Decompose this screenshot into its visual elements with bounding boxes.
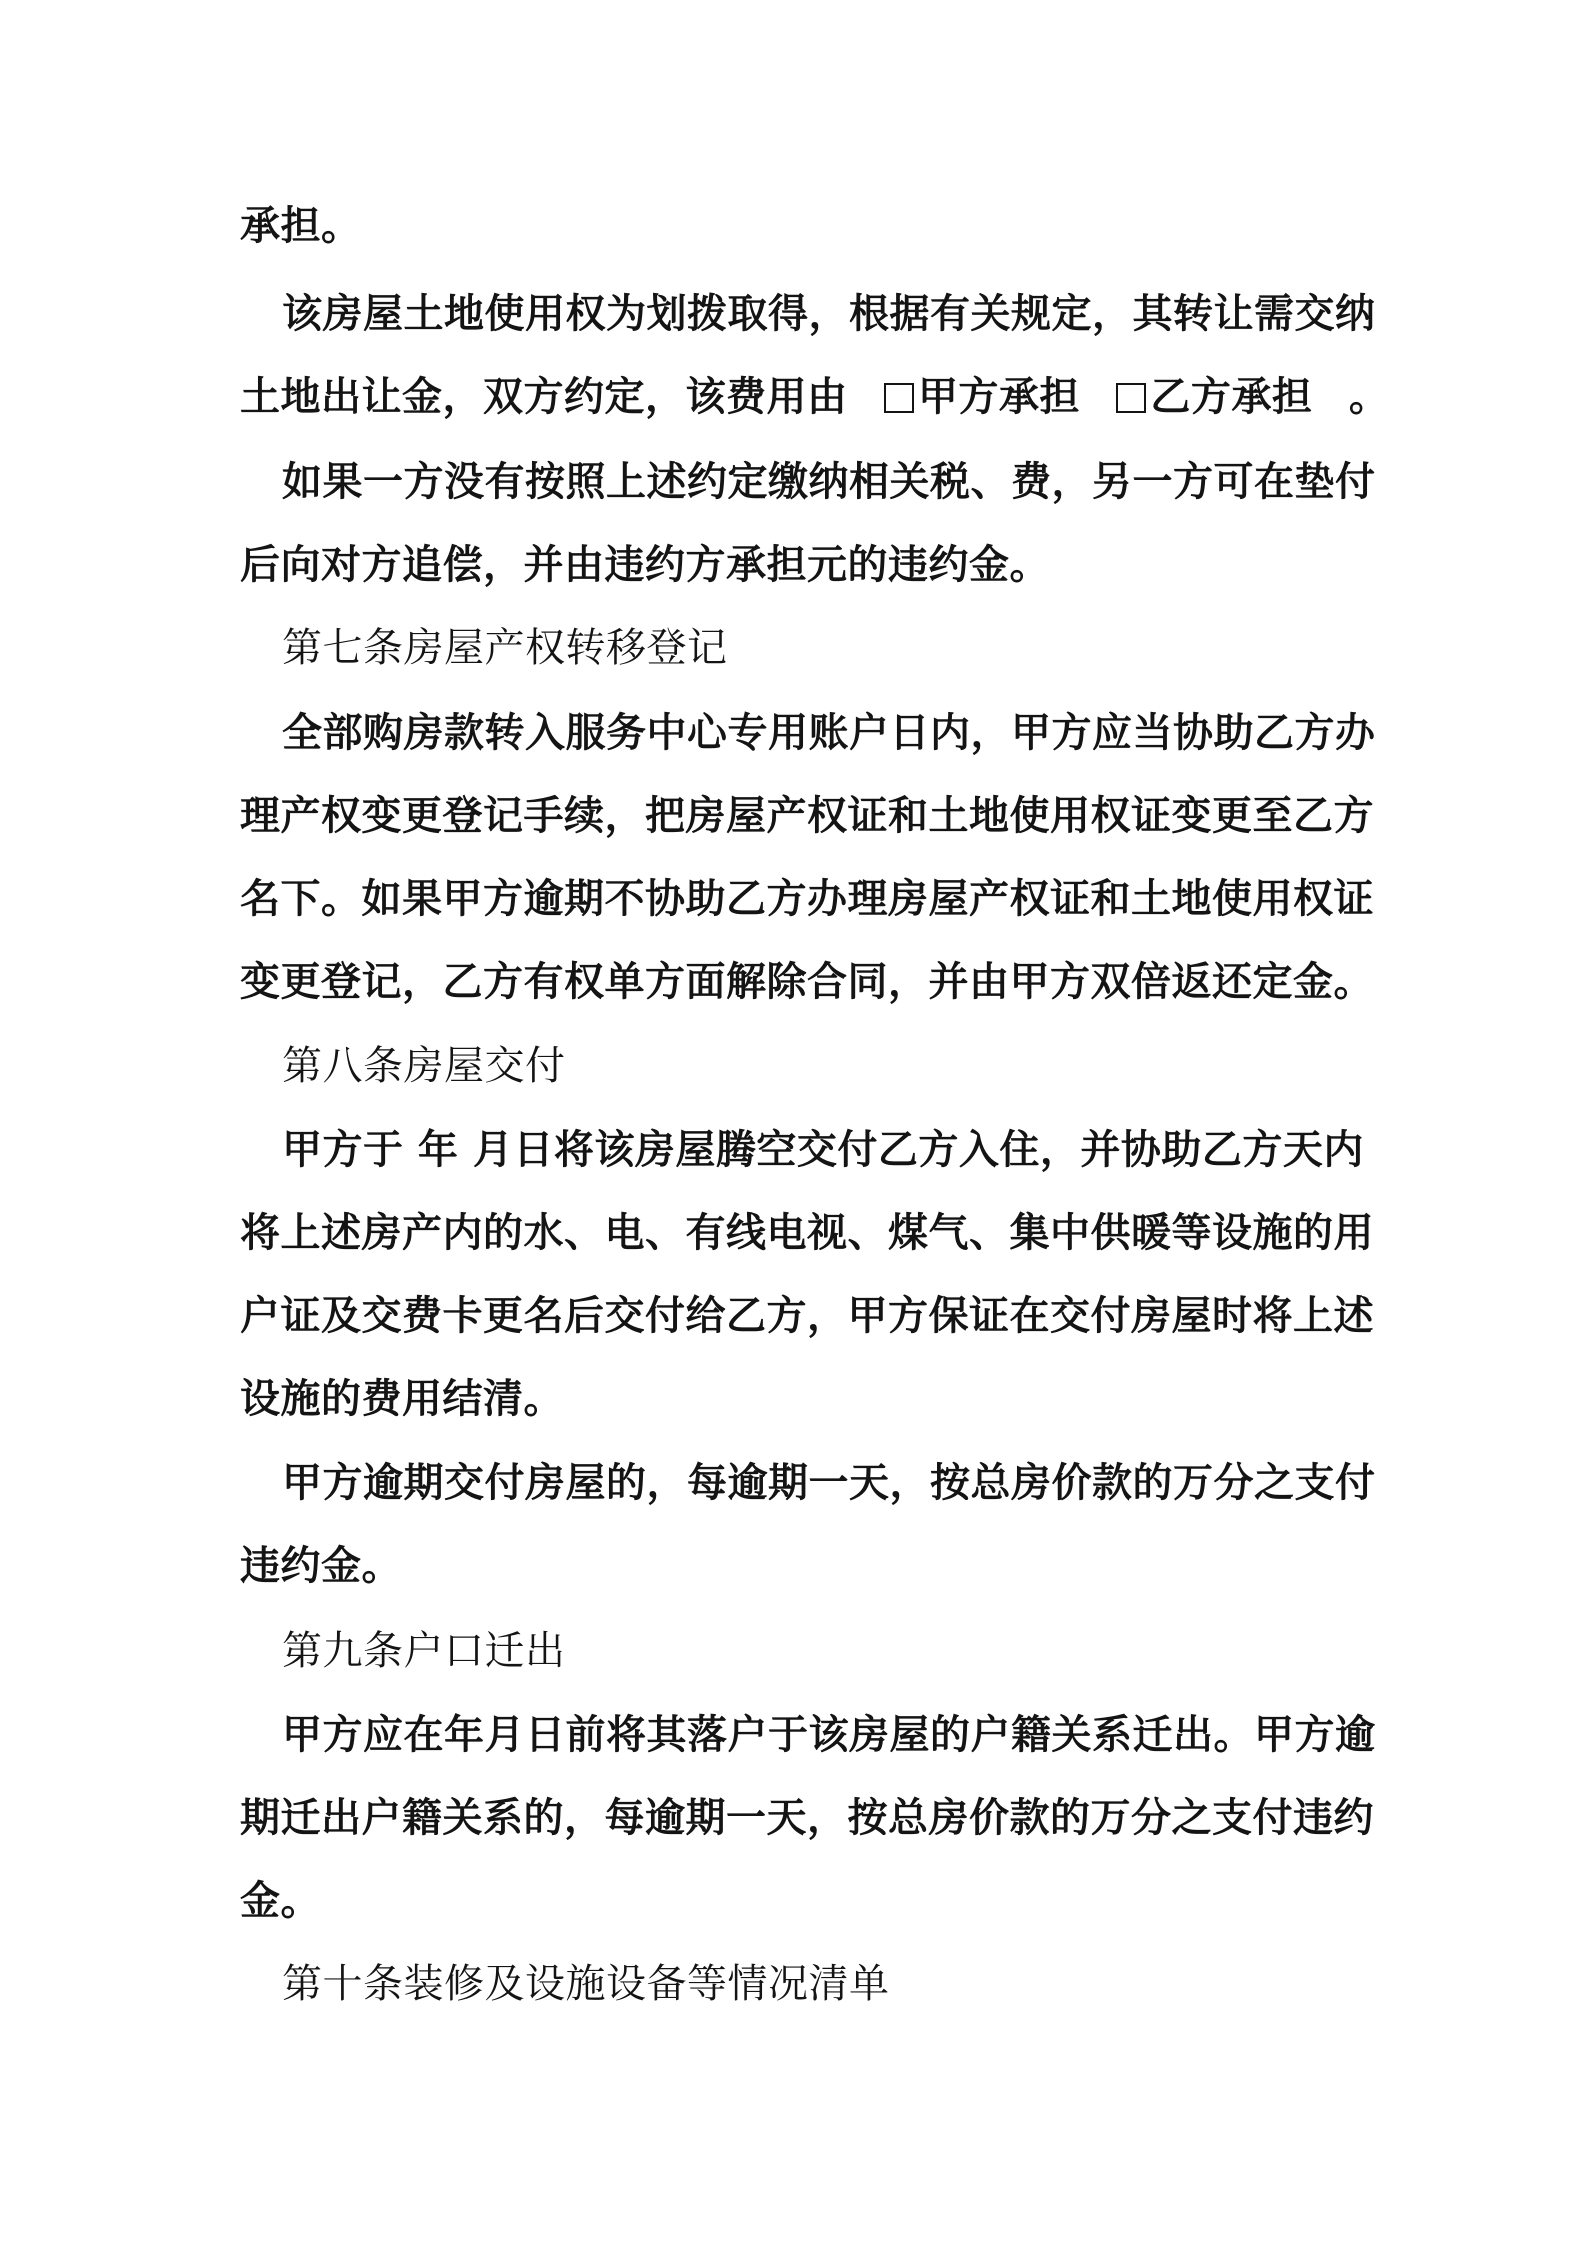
section-heading-article-9: 第九条户口迁出 <box>282 1628 566 1674</box>
paragraph-line: 甲方逾期交付房屋的，每逾期一天，按总房价款的万分之支付 <box>282 1460 1376 1506</box>
party-a-checkbox[interactable] <box>884 383 914 413</box>
paragraph-line: 理产权变更登记手续，把房屋产权证和土地使用权证变更至乙方 <box>240 793 1374 839</box>
paragraph-text: 。 <box>1348 374 1390 420</box>
paragraph-line: 后向对方追偿，并由违约方承担元的违约金。 <box>240 542 1050 588</box>
paragraph-line: 甲方应在年月日前将其落户于该房屋的户籍关系迁出。甲方逾 <box>282 1712 1376 1758</box>
paragraph-line: 违约金。 <box>240 1543 402 1589</box>
section-heading-article-8: 第八条房屋交付 <box>282 1043 566 1089</box>
paragraph-line: 名下。如果甲方逾期不协助乙方办理房屋产权证和土地使用权证 <box>240 876 1374 922</box>
paragraph-line: 将上述房产内的水、电、有线电视、煤气、集中供暖等设施的用 <box>240 1210 1374 1256</box>
section-heading-article-7: 第七条房屋产权转移登记 <box>282 625 728 671</box>
paragraph-text: 土地出让金，双方约定，该费用由 <box>240 374 848 420</box>
paragraph-line: 甲方于 年 月日将该房屋腾空交付乙方入住，并协助乙方天内 <box>282 1127 1364 1173</box>
paragraph-line: 期迁出户籍关系的，每逾期一天，按总房价款的万分之支付违约 <box>240 1795 1374 1841</box>
party-a-option-label: 甲方承担 <box>917 374 1080 420</box>
paragraph-line: 户证及交费卡更名后交付给乙方，甲方保证在交付房屋时将上述 <box>240 1293 1374 1339</box>
section-heading-article-10: 第十条装修及设施设备等情况清单 <box>282 1961 890 2007</box>
paragraph-line: 变更登记，乙方有权单方面解除合同，并由甲方双倍返还定金。 <box>240 959 1374 1005</box>
paragraph-line: 金。 <box>240 1878 321 1924</box>
paragraph-line: 全部购房款转入服务中心专用账户日内，甲方应当协助乙方办 <box>282 710 1376 756</box>
party-b-checkbox[interactable] <box>1116 383 1146 413</box>
paragraph-line: 设施的费用结清。 <box>240 1376 564 1422</box>
party-b-option-label: 乙方承担 <box>1150 374 1313 420</box>
paragraph-line: 承担。 <box>240 203 362 249</box>
paragraph-line: 如果一方没有按照上述约定缴纳相关税、费，另一方可在垫付 <box>282 459 1376 505</box>
land-fee-line <box>240 371 1389 423</box>
paragraph-line: 该房屋土地使用权为划拨取得，根据有关规定，其转让需交纳 <box>282 291 1376 337</box>
